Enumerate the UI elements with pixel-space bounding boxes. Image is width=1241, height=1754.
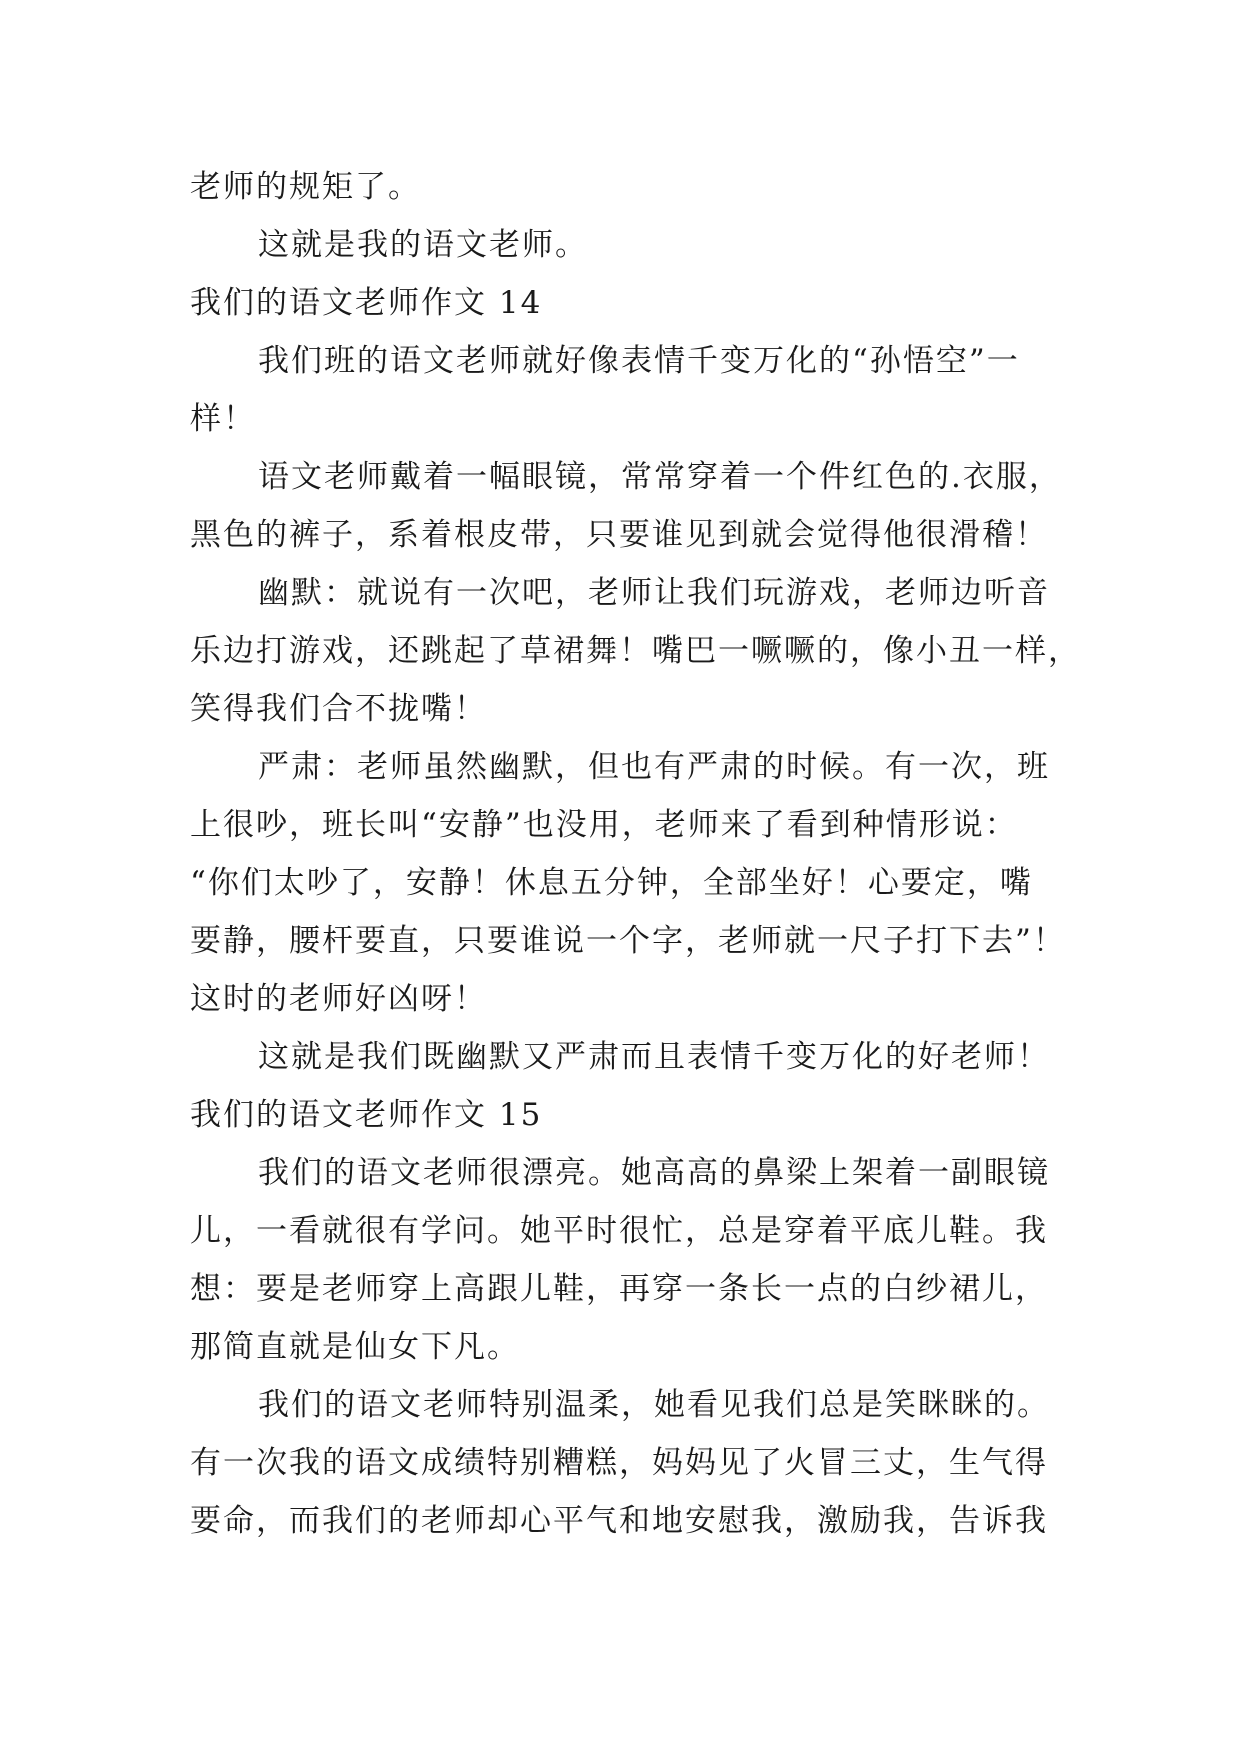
text-line: 这就是我们既幽默又严肃而且表情千变万化的好老师！ (258, 1039, 1050, 1075)
text-line: 想：要是老师穿上高跟儿鞋，再穿一条长一点的白纱裙儿， (190, 1271, 1048, 1307)
document-body (190, 158, 1081, 1550)
text-line: 老师的规矩了。 (190, 169, 421, 205)
text-line: 要命，而我们的老师却心平气和地安慰我，激励我，告诉我 (190, 1503, 1048, 1539)
section-heading: 我们的语文老师作文 14 (190, 285, 543, 321)
text-line: 乐边打游戏，还跳起了草裙舞！嘴巴一噘噘的，像小丑一样， (190, 633, 1081, 669)
text-line: 儿，一看就很有学问。她平时很忙，总是穿着平底儿鞋。我 (190, 1213, 1048, 1249)
text-line: 幽默：就说有一次吧，老师让我们玩游戏，老师边听音 (258, 575, 1050, 611)
text-line: 上很吵，班长叫“安静”也没用，老师来了看到种情形说： (190, 807, 1018, 843)
text-line: 这时的老师好凶呀！ (190, 981, 487, 1017)
text-line: 我们的语文老师特别温柔，她看见我们总是笑眯眯的。 (258, 1387, 1050, 1423)
text-line: 我们班的语文老师就好像表情千变万化的“孙悟空”一 (258, 343, 1020, 379)
text-line: 这就是我的语文老师。 (258, 227, 588, 263)
text-line: 那简直就是仙女下凡。 (190, 1329, 520, 1365)
section-heading: 我们的语文老师作文 15 (190, 1097, 543, 1133)
text-line: “你们太吵了，安静！休息五分钟，全部坐好！心要定，嘴 (190, 865, 1033, 901)
text-line: 笑得我们合不拢嘴！ (190, 691, 487, 727)
text-line: 要静，腰杆要直，只要谁说一个字，老师就一尺子打下去”！ (190, 923, 1066, 959)
text-line: 我们的语文老师很漂亮。她高高的鼻梁上架着一副眼镜 (258, 1155, 1050, 1191)
text-line: 黑色的裤子，系着根皮带，只要谁见到就会觉得他很滑稽！ (190, 517, 1048, 553)
text-line: 严肃：老师虽然幽默，但也有严肃的时候。有一次，班 (258, 749, 1050, 785)
text-line: 样！ (190, 401, 256, 437)
text-line: 有一次我的语文成绩特别糟糕，妈妈见了火冒三丈，生气得 (190, 1445, 1048, 1481)
text-line: 语文老师戴着一幅眼镜，常常穿着一个件红色的.衣服， (258, 459, 1062, 495)
